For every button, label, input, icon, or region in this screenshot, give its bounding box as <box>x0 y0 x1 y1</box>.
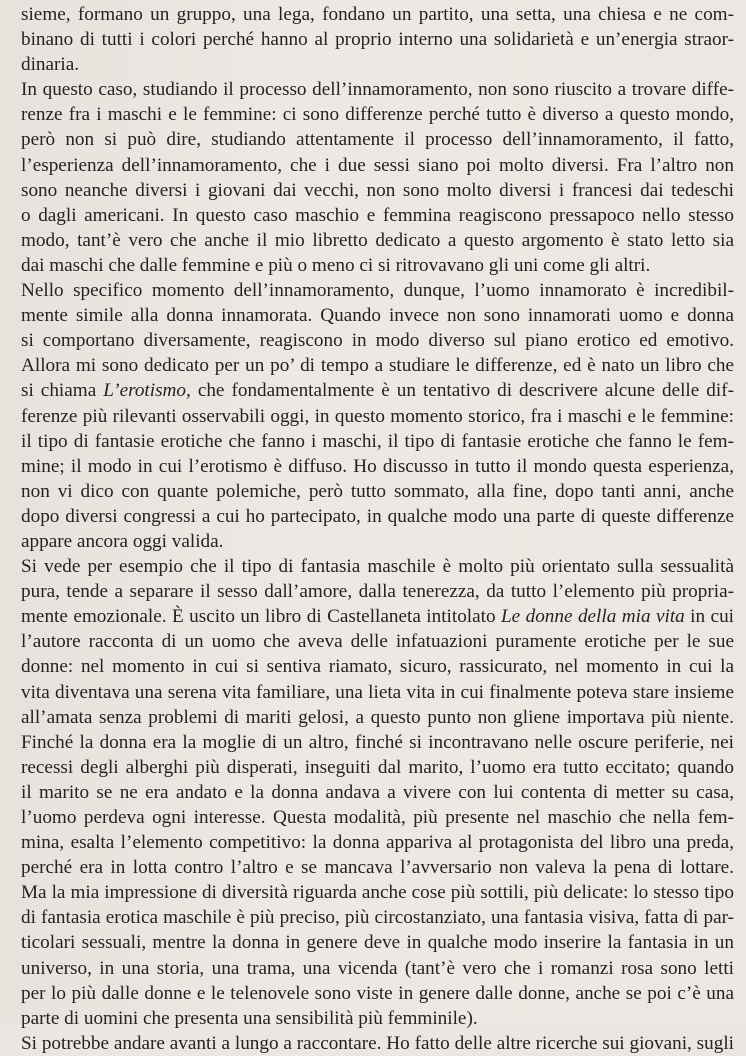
text-segment: però non si può dire, studiando attentamente il processo dell’innamoramento, il fatto, <box>21 129 734 151</box>
text-line <box>21 554 734 579</box>
text-line <box>21 2 734 27</box>
text-segment: sieme, formano un gruppo, una lega, fondano un partito, una setta, una chiesa e ne com- <box>21 4 734 25</box>
text-line <box>21 629 734 654</box>
text-segment: l’autore racconta di un uomo che aveva delle infatuazioni puramente erotiche per le sue <box>21 631 734 653</box>
text-segment: renze fra i maschi e le femmine: ci sono differenze perché tutto è diverso a questo mondo, <box>21 104 734 126</box>
text-line <box>21 77 734 102</box>
text-segment: Nello specifico momento dell’innamoramento, dunque, l’uomo innamorato è incredibil- <box>21 280 734 302</box>
text-segment: si comportano diversamente, reagiscono in modo diverso sul piano erotico ed emotivo. <box>21 330 734 352</box>
text-line <box>21 755 734 780</box>
text-line <box>21 353 734 378</box>
italic-title: Le donne della mia vita <box>501 606 685 628</box>
text-line <box>21 705 734 730</box>
text-line <box>21 429 734 454</box>
text-line <box>21 1031 734 1056</box>
text-line <box>21 52 734 77</box>
text-line <box>21 905 734 930</box>
text-segment: che fondamentalmente è un tentativo di descrivere alcune delle dif- <box>190 380 734 402</box>
text-line <box>21 855 734 880</box>
text-segment: parte di uomini che presenta una sensibilità più femminile). <box>21 1007 478 1029</box>
text-line <box>21 27 734 52</box>
text-line <box>21 228 734 253</box>
text-line <box>21 529 734 554</box>
text-line <box>21 328 734 353</box>
text-segment: Allora mi sono dedicato per un po’ di tempo a studiare le differenze, ed è nato un libro che <box>21 355 734 377</box>
body-text <box>21 2 734 1056</box>
text-segment: di fantasia erotica maschile è più preciso, più circostanziato, una fantasia visiva, fatta di par- <box>21 907 734 929</box>
text-segment: mine; il modo in cui l’erotismo è diffuso. Ho discusso in tutto il mondo questa esperienza, <box>21 455 734 477</box>
text-line <box>21 153 734 178</box>
text-segment: pura, tende a separare il sesso dall’amore, dalla tenerezza, da tutto l’elemento più propria- <box>21 581 734 603</box>
text-line <box>21 1006 734 1031</box>
text-segment: o dagli americani. In questo caso maschio e femmina reagiscono pressapoco nello stesso <box>21 204 734 226</box>
text-segment: mente emozionale. È uscito un libro di Castellaneta intitolato <box>21 606 501 628</box>
text-line <box>21 805 734 830</box>
text-segment: ticolari sessuali, mentre la donna in genere deve in qualche modo inserire la fantasia in un <box>21 932 734 954</box>
text-line <box>21 178 734 203</box>
text-segment: Si potrebbe andare avanti a lungo a raccontare. Ho fatto delle altre ricerche sui giovani, sugli <box>21 1032 734 1054</box>
text-segment: mente simile alla donna innamorata. Quando invece non sono innamorati uomo e donna <box>21 305 734 327</box>
text-segment: perché era in lotta contro l’altro e se mancava l’avversario non valeva la pena di lottare. <box>21 857 734 879</box>
text-line <box>21 579 734 604</box>
text-segment: l’esperienza dell’innamoramento, che i due sessi siano poi molto diversi. Fra l’altro non <box>21 154 734 176</box>
text-line <box>21 253 734 278</box>
text-line <box>21 203 734 228</box>
text-segment: si chiama <box>21 380 104 402</box>
text-line <box>21 378 734 403</box>
text-segment: dai maschi che dalle femmine e più o meno ci si ritrovavano gli uni come gli altri. <box>21 254 651 276</box>
text-line <box>21 404 734 429</box>
text-segment: binano di tutti i colori perché hanno al proprio interno una solidarietà e un’energia straor- <box>21 29 734 51</box>
text-segment: dopo diversi congressi a cui ho partecipato, in qualche modo una parte di queste differenze <box>21 505 734 527</box>
text-line <box>21 780 734 805</box>
text-line <box>21 680 734 705</box>
text-line <box>21 880 734 905</box>
text-segment: dinaria. <box>21 54 80 76</box>
text-segment: donne: nel momento in cui si sentiva riamato, sicuro, rassicurato, nel momento in cui la <box>21 656 734 678</box>
text-segment: recessi degli alberghi più disperati, inseguiti dal marito, l’uomo era tutto eccitato; quando <box>21 756 734 778</box>
text-line <box>21 930 734 955</box>
text-segment: ferenze più rilevanti osservabili oggi, in questo momento storico, fra i maschi e le femmine: <box>21 405 734 427</box>
text-segment: universo, in una storia, una trama, una vicenda (tant’è vero che i romanzi rosa sono letti <box>21 957 734 979</box>
text-segment: Si vede per esempio che il tipo di fantasia maschile è molto più orientato sulla sessualità <box>21 556 734 578</box>
text-segment: non vi dico con quante polemiche, però tutto sommato, alla fine, dopo tanti anni, anche <box>21 480 734 502</box>
text-segment: In questo caso, studiando il processo dell’innamoramento, non sono riuscito a trovare diffe- <box>21 79 734 101</box>
text-segment: appare ancora oggi valida. <box>21 530 224 552</box>
text-line <box>21 278 734 303</box>
text-segment: l’uomo perdeva ogni interesse. Questa modalità, più presente nel maschio che nella fem- <box>21 807 734 828</box>
text-line <box>21 102 734 127</box>
text-line <box>21 830 734 855</box>
text-line <box>21 654 734 679</box>
text-line <box>21 127 734 152</box>
text-segment: il marito se ne era andato e la donna andava a vivere con lui contenta di metter su casa, <box>21 781 734 803</box>
text-segment: in cui <box>684 606 734 628</box>
text-segment: vita diventava una serena vita familiare, una lieta vita in cui finalmente poteva stare insieme <box>21 681 734 703</box>
text-line <box>21 504 734 529</box>
text-segment: per lo più dalle donne e le telenovele sono viste in genere dalle donne, anche se poi c’è una <box>21 982 734 1004</box>
text-segment: mina, esalta l’elemento competitivo: la donna appariva al protagonista del libro una preda, <box>21 832 734 854</box>
text-segment: il tipo di fantasie erotiche che fanno i maschi, il tipo di fantasie erotiche che fanno le fem- <box>21 430 734 452</box>
text-line <box>21 303 734 328</box>
text-line <box>21 730 734 755</box>
italic-title: L’erotismo, <box>103 380 191 402</box>
text-segment: modo, tant’è vero che anche il mio libretto dedicato a questo argomento è stato letto sia <box>21 229 734 251</box>
text-segment: Ma la mia impressione di diversità riguarda anche cose più sottili, più delicate: lo stesso tipo <box>21 882 734 904</box>
text-line <box>21 604 734 629</box>
text-line <box>21 454 734 479</box>
text-segment: Finché la donna era la moglie di un altro, finché si incontravano nelle oscure periferie, nei <box>21 731 734 753</box>
text-segment: sono neanche diversi i giovani dai vecchi, non sono molto diversi i francesi dai tedeschi <box>21 179 734 201</box>
text-segment: all’amata senza problemi di mariti gelosi, a questo punto non gliene importava più niente. <box>21 706 734 728</box>
text-line <box>21 956 734 981</box>
text-line <box>21 479 734 504</box>
text-line <box>21 981 734 1006</box>
